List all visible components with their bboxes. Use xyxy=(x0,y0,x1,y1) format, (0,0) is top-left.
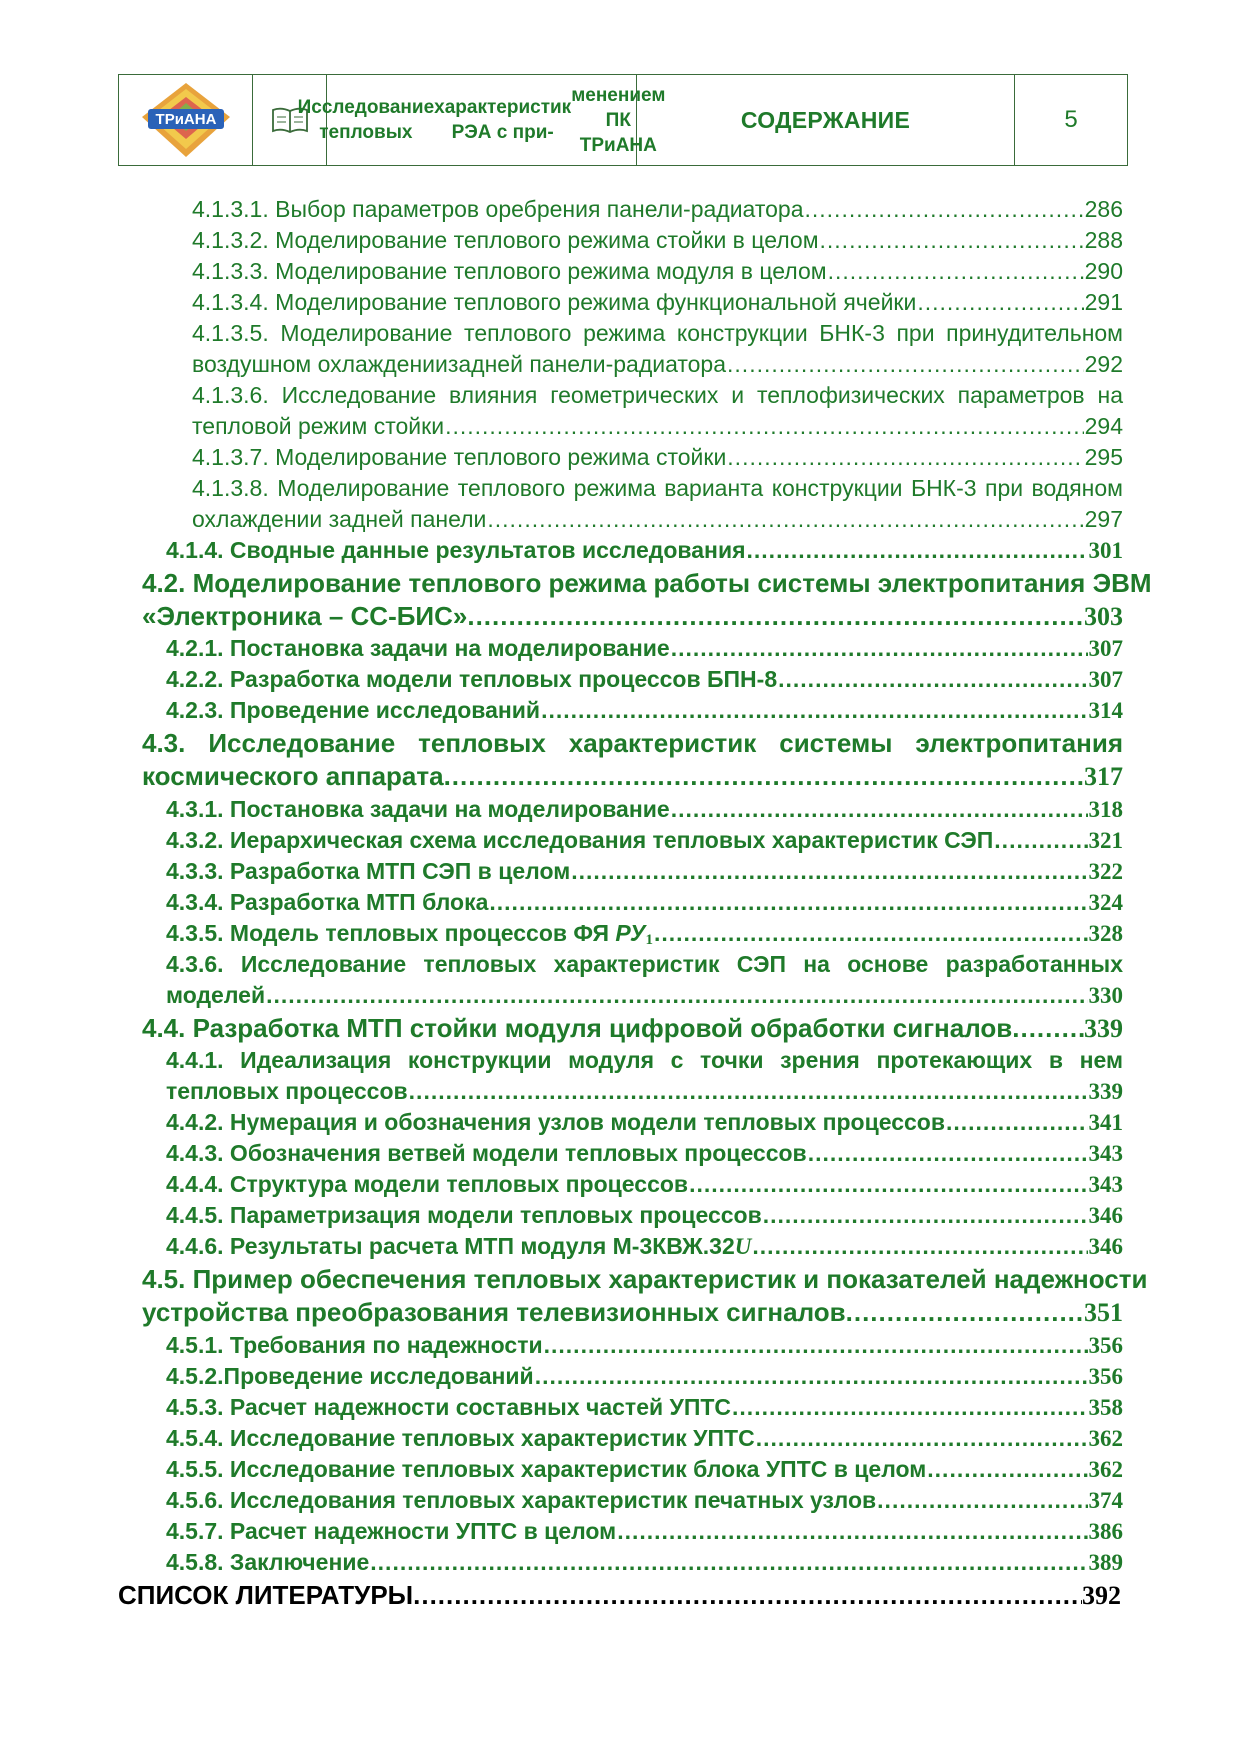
toc-entry-page: 356 xyxy=(1088,1333,1123,1358)
toc-entry-title: 4.4.5. Параметризация модели тепловых процессов xyxy=(166,1202,762,1228)
toc-entry[interactable] xyxy=(166,796,1123,823)
toc-entry-page: 286 xyxy=(1084,196,1123,222)
book-title-line-2: характеристик РЭА с при- xyxy=(434,97,572,143)
toc-entry-title: 4.1.3.1. Выбор параметров оребрения панели-радиатора xyxy=(192,196,804,222)
toc-entry-line[interactable]: 4.3. Исследование тепловых характеристик системы электропитания xyxy=(142,728,1123,758)
toc-entry[interactable] xyxy=(166,635,1123,662)
toc-entry-page: 346 xyxy=(1088,1234,1123,1259)
toc-entry-page: 356 xyxy=(1088,1364,1123,1389)
toc-leader xyxy=(689,1171,1087,1198)
toc-entry-page: 297 xyxy=(1084,506,1123,532)
toc-entry-page: 389 xyxy=(1088,1550,1123,1575)
toc-entry-bibliography[interactable] xyxy=(118,1580,1121,1611)
toc-entry-title xyxy=(166,1233,751,1260)
toc-entry-line[interactable]: 4.1.3.5. Моделирование теплового режима конструкции БНК-3 при принудительном xyxy=(192,320,1123,346)
toc-entry[interactable] xyxy=(192,258,1123,285)
toc-entry[interactable] xyxy=(166,666,1123,693)
toc-leader xyxy=(727,351,1084,378)
toc-entry-title: 4.2.3. Проведение исследований xyxy=(166,697,541,723)
toc-entry-page: 294 xyxy=(1084,413,1123,439)
toc-leader xyxy=(409,1078,1088,1105)
toc-entry[interactable] xyxy=(166,1363,1123,1390)
toc-entry[interactable] xyxy=(166,1171,1123,1198)
toc-entry-page: 318 xyxy=(1088,797,1123,822)
toc-entry-title: 4.4. Разработка МТП стойки модуля цифровой обработки сигналов xyxy=(142,1013,1013,1043)
toc-entry-title: воздушном охлаждениизадней панели-радиатора xyxy=(192,351,727,377)
toc-leader xyxy=(752,1233,1087,1260)
toc-entry-title-text: 4.3.5. Модель тепловых процессов ФЯ xyxy=(166,920,616,946)
section-title: СОДЕРЖАНИЕ xyxy=(637,75,1015,165)
toc-leader xyxy=(994,827,1087,854)
toc-entry[interactable] xyxy=(166,1233,1123,1260)
toc-leader xyxy=(846,1297,1084,1328)
toc-entry[interactable] xyxy=(192,444,1123,471)
toc-entry-title: 4.3.4. Разработка МТП блока xyxy=(166,889,489,915)
toc-leader xyxy=(671,635,1088,662)
toc-entry-page: 358 xyxy=(1088,1395,1123,1420)
toc-entry-page: 386 xyxy=(1088,1519,1123,1544)
toc-entry[interactable] xyxy=(166,920,1123,949)
toc-entry-page: 303 xyxy=(1084,602,1123,631)
logo-text: ТРиАНА xyxy=(155,111,216,128)
toc-entry[interactable] xyxy=(166,1394,1123,1421)
toc-entry-title: 4.5.7. Расчет надежности УПТС в целом xyxy=(166,1518,617,1544)
toc-leader xyxy=(535,1363,1088,1390)
toc-leader xyxy=(544,1332,1088,1359)
toc-entry-page: 314 xyxy=(1088,698,1123,723)
toc-entry-page: 292 xyxy=(1084,351,1123,377)
toc-leader xyxy=(756,1425,1088,1452)
toc-leader xyxy=(778,666,1087,693)
toc-entry[interactable] xyxy=(142,1013,1123,1044)
toc-entry-title: устройства преобразования телевизионных сигналов xyxy=(142,1297,846,1327)
toc-entry[interactable] xyxy=(142,761,1123,792)
toc-entry-title: тепловых процессов xyxy=(166,1078,408,1104)
toc-entry-page: 339 xyxy=(1088,1079,1123,1104)
toc-entry-line[interactable]: 4.5. Пример обеспечения тепловых характеристик и показателей надежности xyxy=(142,1264,1148,1294)
toc-entry-title: моделей xyxy=(166,982,266,1008)
toc-leader xyxy=(671,796,1088,823)
toc-entry-title: тепловой режим стойки xyxy=(192,413,445,439)
toc-entry-page: 351 xyxy=(1084,1298,1123,1327)
toc-leader xyxy=(828,258,1084,285)
toc-entry[interactable] xyxy=(166,1078,1123,1105)
toc-entry[interactable] xyxy=(192,413,1123,440)
toc-entry-title: 4.5.6. Исследования тепловых характеристик печатных узлов xyxy=(166,1487,877,1513)
toc-entry[interactable] xyxy=(166,827,1123,854)
toc-entry-page: 307 xyxy=(1088,636,1123,661)
toc-entry-title: СПИСОК ЛИТЕРАТУРЫ xyxy=(118,1580,414,1610)
toc-entry-title: охлаждении задней панели xyxy=(192,506,487,532)
toc-entry-title-italic: РУ xyxy=(615,920,646,946)
toc-entry-page: 392 xyxy=(1082,1581,1121,1610)
toc-entry[interactable] xyxy=(166,1332,1123,1359)
toc-entry[interactable] xyxy=(166,1456,1123,1483)
toc-entry-page: 290 xyxy=(1084,258,1123,284)
toc-leader xyxy=(1012,1013,1084,1044)
toc-entry[interactable] xyxy=(166,1202,1123,1229)
toc-entry-page: 322 xyxy=(1088,859,1123,884)
toc-leader xyxy=(727,444,1083,471)
toc-leader xyxy=(541,697,1087,724)
toc-entry-line[interactable]: 4.1.3.8. Моделирование теплового режима варианта конструкции БНК-3 при водяном xyxy=(192,475,1123,501)
toc-leader xyxy=(487,506,1083,533)
toc-entry-title xyxy=(166,920,653,949)
toc-entry-title: 4.1.4. Сводные данные результатов исследования xyxy=(166,537,746,563)
toc-entry-page: 307 xyxy=(1088,667,1123,692)
toc-entry-page: 362 xyxy=(1088,1457,1123,1482)
toc-entry[interactable] xyxy=(166,537,1123,564)
book-title-line-3: менением ПК ТРиАНА xyxy=(571,84,666,156)
toc-entry-title: 4.1.3.7. Моделирование теплового режима стойки xyxy=(192,444,727,470)
toc-entry-page: 317 xyxy=(1084,762,1123,791)
toc-entry-title: 4.5.5. Исследование тепловых характеристик блока УПТС в целом xyxy=(166,1456,927,1482)
toc-entry-page: 343 xyxy=(1088,1141,1123,1166)
toc-entry-page: 301 xyxy=(1088,538,1123,563)
toc-entry-title: 4.4.3. Обозначения ветвей модели тепловых процессов xyxy=(166,1140,807,1166)
toc-leader xyxy=(571,858,1087,885)
toc-leader xyxy=(444,761,1084,792)
toc-entry-title: 4.4.4. Структура модели тепловых процессов xyxy=(166,1171,689,1197)
toc-entry[interactable] xyxy=(166,858,1123,885)
toc-leader xyxy=(413,1580,1082,1611)
toc-entry-title: 4.5.8. Заключение xyxy=(166,1549,370,1575)
toc-entry[interactable] xyxy=(192,196,1123,223)
toc-entry-title: 4.5.2.Проведение исследований xyxy=(166,1363,534,1389)
toc-entry-page: 362 xyxy=(1088,1426,1123,1451)
toc-entry-title: 4.5.3. Расчет надежности составных частей УПТС xyxy=(166,1394,732,1420)
toc-entry-title: 4.1.3.4. Моделирование теплового режима функциональной ячейки xyxy=(192,289,917,315)
toc-leader xyxy=(820,227,1084,254)
toc-leader xyxy=(489,889,1087,916)
toc-entry-line[interactable]: 4.3.6. Исследование тепловых характеристик СЭП на основе разработанных xyxy=(166,951,1123,977)
toc-entry-line[interactable]: 4.4.1. Идеализация конструкции модуля с точки зрения протекающих в нем xyxy=(166,1047,1123,1073)
toc-entry-page: 321 xyxy=(1088,828,1123,853)
toc-entry-title-text: 4.4.6. Результаты расчета МТП модуля М-3КВЖ.32 xyxy=(166,1233,735,1259)
toc-entry-title: 4.2.2. Разработка модели тепловых процессов БПН-8 xyxy=(166,666,778,692)
toc-entry-title-italic: U xyxy=(734,1234,752,1259)
toc-entry-title: 4.5.4. Исследование тепловых характеристик УПТС xyxy=(166,1425,755,1451)
toc-entry[interactable] xyxy=(166,1425,1123,1452)
toc-entry[interactable] xyxy=(192,506,1123,533)
toc-entry-title: 4.2.1. Постановка задачи на моделирование xyxy=(166,635,670,661)
toc-entry[interactable] xyxy=(166,1140,1123,1167)
toc-leader xyxy=(763,1202,1088,1229)
toc-entry[interactable] xyxy=(142,601,1123,632)
toc-entry[interactable] xyxy=(192,351,1123,378)
toc-entry[interactable] xyxy=(142,1297,1123,1328)
toc-entry[interactable] xyxy=(166,1518,1123,1545)
toc-leader xyxy=(808,1140,1088,1167)
toc-entry-title-subscript: 1 xyxy=(645,932,653,948)
toc-leader xyxy=(467,601,1084,632)
toc-leader xyxy=(805,196,1084,223)
toc-entry[interactable] xyxy=(192,289,1123,316)
toc-entry-title: 4.3.2. Иерархическая схема исследования тепловых характеристик СЭП xyxy=(166,827,994,853)
toc-entry-page: 291 xyxy=(1084,289,1123,315)
toc-leader xyxy=(946,1109,1088,1136)
toc-entry-title: 4.1.3.2. Моделирование теплового режима стойки в целом xyxy=(192,227,819,253)
toc-leader xyxy=(654,920,1088,947)
toc-entry-page: 374 xyxy=(1088,1488,1123,1513)
toc-entry[interactable] xyxy=(166,697,1123,724)
toc-leader xyxy=(917,289,1083,316)
toc-entry[interactable] xyxy=(166,889,1123,916)
toc-entry-line[interactable]: 4.1.3.6. Исследование влияния геометрических и теплофизических параметров на xyxy=(192,382,1123,408)
toc-leader xyxy=(927,1456,1087,1483)
toc-entry-title: 4.4.2. Нумерация и обозначения узлов модели тепловых процессов xyxy=(166,1109,945,1135)
toc-entry-title: 4.3.1. Постановка задачи на моделирование xyxy=(166,796,670,822)
toc-entry[interactable] xyxy=(166,1549,1123,1576)
toc-entry[interactable] xyxy=(166,982,1123,1009)
toc-entry-title: 4.5.1. Требования по надежности xyxy=(166,1332,543,1358)
book-title-line-1: Исследование тепловых xyxy=(297,97,435,143)
toc-entry-page: 346 xyxy=(1088,1203,1123,1228)
page-number: 5 xyxy=(1064,106,1078,133)
toc-leader xyxy=(877,1487,1087,1514)
toc-entry-title: «Электроника – СС-БИС» xyxy=(142,601,468,631)
toc-entry-page: 341 xyxy=(1088,1110,1123,1135)
toc-entry-title: космического аппарата xyxy=(142,761,444,791)
toc-entry-title: 4.3.3. Разработка МТП СЭП в целом xyxy=(166,858,571,884)
toc-leader xyxy=(747,537,1088,564)
toc-entry-page: 324 xyxy=(1088,890,1123,915)
toc-entry-page: 328 xyxy=(1088,921,1123,946)
toc-leader xyxy=(266,982,1087,1009)
toc-entry[interactable] xyxy=(166,1487,1123,1514)
toc-leader xyxy=(617,1518,1087,1545)
toc-entry-page: 330 xyxy=(1088,983,1123,1008)
toc-entry-line[interactable]: 4.2. Моделирование теплового режима работы системы электропитания ЭВМ xyxy=(142,568,1152,598)
toc-entry-page: 288 xyxy=(1084,227,1123,253)
toc-leader xyxy=(732,1394,1087,1421)
toc-entry-page: 295 xyxy=(1084,444,1123,470)
toc-leader xyxy=(445,413,1084,440)
toc-entry-page: 343 xyxy=(1088,1172,1123,1197)
toc-entry-page: 339 xyxy=(1084,1014,1123,1043)
toc-leader xyxy=(370,1549,1087,1576)
toc-entry[interactable] xyxy=(192,227,1123,254)
toc-entry[interactable] xyxy=(166,1109,1123,1136)
toc-entry-title: 4.1.3.3. Моделирование теплового режима модуля в целом xyxy=(192,258,827,284)
